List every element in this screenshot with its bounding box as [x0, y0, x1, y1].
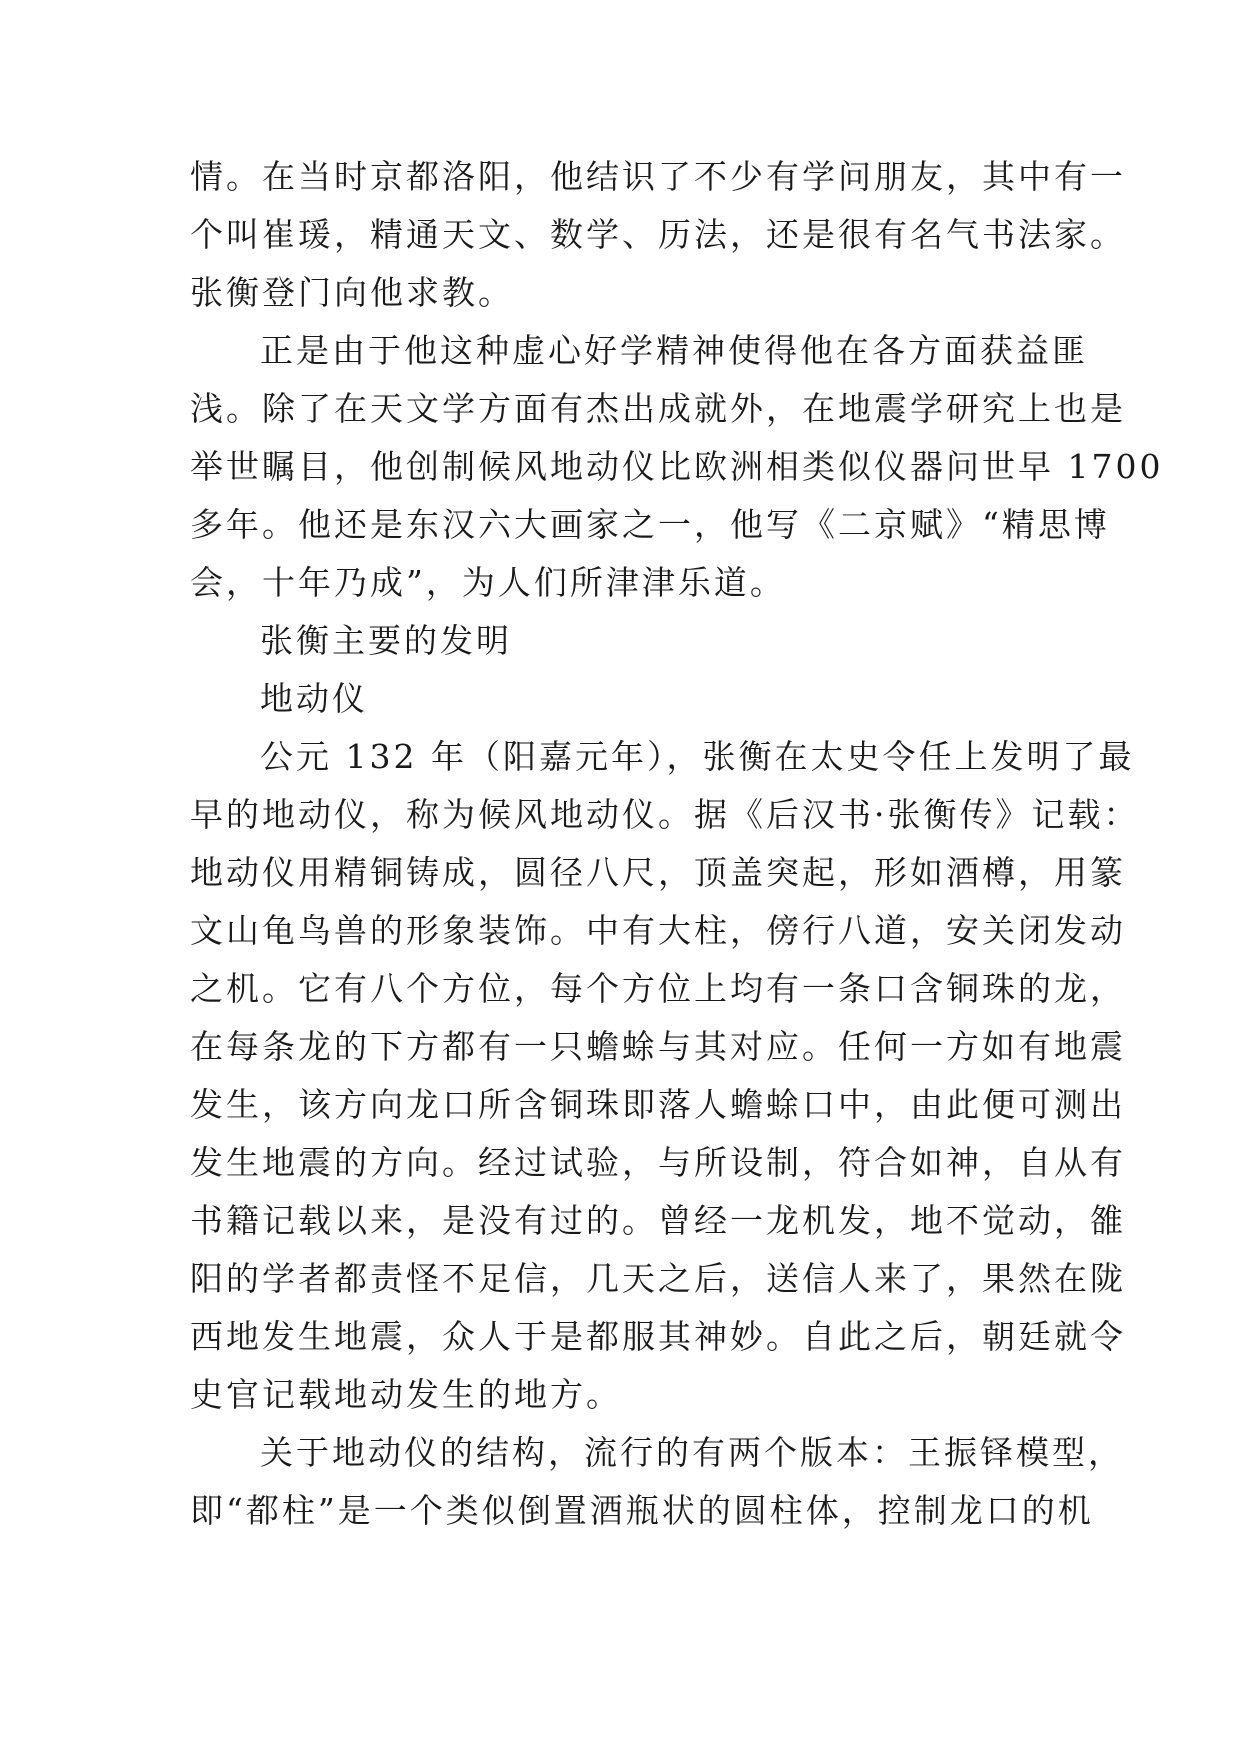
text-line: 文山龟鸟兽的形象装饰。中有大柱，傍行八道，安关闭发动: [190, 911, 1126, 950]
paragraph-start-line: 正是由于他这种虚心好学精神使得他在各方面获益匪: [260, 331, 1088, 370]
text-line: 西地发生地震，众人于是都服其神妙。自此之后，朝廷就令: [190, 1317, 1126, 1356]
text-line: 举世瞩目，他创制候风地动仪比欧洲相类似仪器问世早 1700: [190, 447, 1164, 486]
text-line: 书籍记载以来，是没有过的。曾经一龙机发，地不觉动，雒: [190, 1201, 1126, 1240]
paragraph-start-line: 关于地动仪的结构，流行的有两个版本：王振铎模型，: [260, 1433, 1124, 1472]
text-line: 发生，该方向龙口所含铜珠即落人蟾蜍口中，由此便可测出: [190, 1085, 1126, 1124]
section-heading: 张衡主要的发明: [260, 621, 512, 660]
text-line: 情。在当时京都洛阳，他结识了不少有学问朋友，其中有一: [190, 157, 1126, 196]
text-line: 在每条龙的下方都有一只蟾蜍与其对应。任何一方如有地震: [190, 1027, 1126, 1066]
subsection-heading: 地动仪: [260, 679, 368, 718]
text-line: 张衡登门向他求教。: [190, 273, 514, 312]
text-line: 个叫崔瑗，精通天文、数学、历法，还是很有名气书法家。: [190, 215, 1126, 254]
text-line: 之机。它有八个方位，每个方位上均有一条口含铜珠的龙，: [190, 969, 1126, 1008]
text-line: 即“都柱”是一个类似倒置酒瓶状的圆柱体，控制龙口的机: [190, 1491, 1094, 1530]
paragraph-start-line: 公元 132 年（阳嘉元年），张衡在太史令任上发明了最: [260, 737, 1135, 776]
body-text: [190, 148, 1164, 1540]
text-line: 阳的学者都责怪不足信，几天之后，送信人来了，果然在陇: [190, 1259, 1126, 1298]
text-line: 地动仪用精铜铸成，圆径八尺，顶盖突起，形如酒樽，用篆: [190, 853, 1126, 892]
text-line: 发生地震的方向。经过试验，与所设制，符合如神，自从有: [190, 1143, 1126, 1182]
text-line: 史官记载地动发生的地方。: [190, 1375, 622, 1414]
text-line: 浅。除了在天文学方面有杰出成就外，在地震学研究上也是: [190, 389, 1126, 428]
text-line: 会，十年乃成”，为人们所津津乐道。: [190, 563, 786, 602]
text-line: 早的地动仪，称为候风地动仪。据《后汉书·张衡传》记载：: [190, 795, 1140, 834]
text-line: 多年。他还是东汉六大画家之一，他写《二京赋》“精思博: [190, 505, 1110, 544]
